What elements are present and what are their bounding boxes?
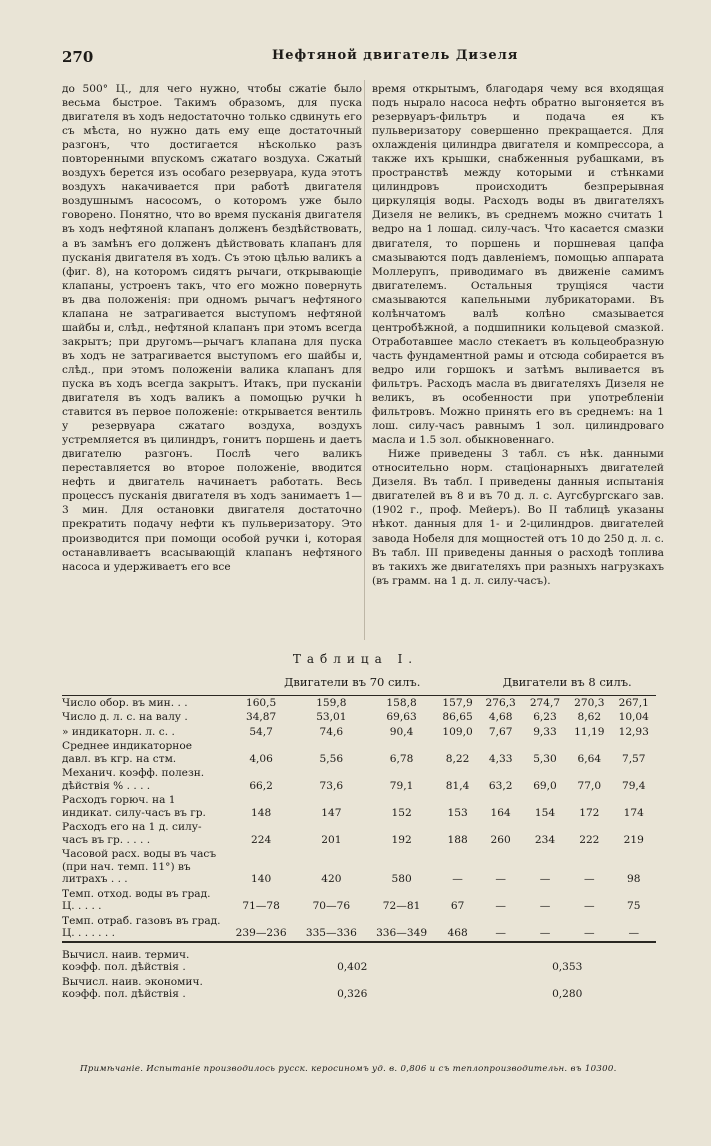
page-number: 270: [62, 48, 94, 66]
left-column: [62, 82, 362, 574]
table-cell: —: [539, 873, 551, 885]
table-cell: 63,2: [488, 779, 513, 792]
left-column-text: до 500° Ц., для чего нужно, чтобы сжатіе было весьма быстрое. Такимъ образомъ, для пуска двигателя въ ходъ недостаточно только сдвинуть его съ мѣста, но нужно дать ему еще достаточный разгонъ, что достигается нѣсколько разъ повторенными впускомъ сжатаго воздуха. Сжатый воздухъ берется изъ особаго резервуара, куда этотъ воздухъ накачивается при работѣ двигателя воздушнымъ насосомъ, о которомъ уже было говорено. Понятно, что во время пусканія двигателя въ ходъ нефтяной клапанъ долженъ бездѣйствовать, а въ замѣнъ его долженъ дѣйствовать клапанъ для пусканія двигателя въ ходъ. Съ этою цѣлью валикъ a (фиг. 8), на которомъ сидятъ рычаги, открывающіе клапаны, устроенъ такъ, что его можно повернуть въ два положенія: при одномъ рычагъ нефтяного клапана не затрагивается выступомъ нефтяной шайбы и, слѣд., нефтяной клапанъ при этомъ всегда закрытъ; при другомъ—рычагъ клапана для пуска въ ходъ не затрагивается выступомъ его шайбы и, слѣд., при этомъ положеніи валика клапанъ для пуска въ ходъ всегда закрытъ. Итакъ, при пусканіи двигателя въ ходъ валикъ a помощью ручки h ставится въ первое положеніе: открывается вентиль у резервуара сжатаго воздуха, воздухъ устремляется въ цилиндръ, гонитъ поршень и даетъ двигателю разгонъ. Послѣ чего валикъ переставляется во второе положеніе, вводится нефть и двигатель начинаетъ работать. Весь процессъ пусканія двигателя въ ходъ занимаетъ 1—3 мин. Для остановки двигателя достаточно прекратить подачу нефти къ пульверизатору. Это производится при помощи особой ручки i, которая останавливаетъ всасывающій клапанъ нефтяного насоса и удерживаетъ его все: [62, 83, 362, 573]
data-table: [62, 672, 656, 1002]
table-row: [62, 725, 656, 740]
page-header: [62, 48, 666, 68]
table-cell: —: [584, 927, 595, 939]
row-label: Число д. л. с. на валу .: [62, 711, 188, 723]
table-cell: 10,04: [618, 711, 649, 723]
table-cell: 5,56: [319, 752, 344, 765]
table-cell: 79,1: [389, 779, 414, 792]
table-cell: 267,1: [618, 696, 649, 709]
table-cell: 260: [490, 833, 511, 846]
table-cell: 152: [391, 806, 412, 819]
header-group-70: Двигатели въ 70 силъ.: [226, 672, 478, 695]
table-cell: 8,62: [577, 711, 602, 723]
table-cell: 11,19: [574, 725, 605, 738]
row-label: Расходъ горюч. на 1 индикат. силу-часъ въ гр.: [62, 794, 206, 819]
running-title: Нефтяной двигатель Дизеля: [272, 48, 519, 63]
table-cell: 90,4: [389, 725, 414, 738]
summary-value-70: 0,326: [337, 988, 368, 1000]
table-cell: —: [452, 873, 463, 885]
table-cell: 188: [447, 833, 468, 846]
row-label: Темп. отраб. газовъ въ град. Ц. . . . . . .: [62, 914, 221, 939]
row-label: » индикаторн. л. с. .: [62, 725, 175, 738]
table-cell: 6,78: [389, 752, 414, 765]
table-row: [62, 820, 656, 847]
table-body: [62, 695, 656, 1002]
summary-label: Вычисл. наив. термич. коэфф. пол. дѣйствія .: [62, 942, 226, 975]
table-cell: 72—81: [382, 900, 421, 912]
table-cell: 5,30: [533, 752, 557, 765]
row-label: Среднее индикаторное давл. въ кгр. на стм.: [62, 740, 193, 765]
table-cell: 148: [251, 806, 272, 819]
table-cell: 81,4: [445, 779, 470, 792]
table-cell: 4,06: [249, 752, 273, 765]
table-cell: 276,3: [485, 696, 516, 709]
table-cell: 153: [447, 806, 468, 819]
table-cell: —: [584, 900, 595, 912]
table-row: [62, 887, 656, 914]
summary-label: Вычисл. наив. экономич. коэфф. пол. дѣйствія .: [62, 975, 203, 1000]
table-cell: 12,93: [618, 725, 649, 738]
table-cell: 6,23: [533, 711, 557, 723]
table-cell: 77,0: [577, 779, 602, 792]
table-cell: 70—76: [312, 900, 351, 912]
table-cell: 140: [251, 873, 272, 885]
row-label: Число обор. въ мин. . .: [62, 696, 188, 709]
table-cell: 73,6: [319, 779, 344, 792]
table-cell: 157,9: [442, 696, 473, 709]
header-label-cell: [62, 672, 226, 695]
table-cell: 7,57: [621, 752, 646, 765]
right-paragraph-2: Ниже приведены 3 табл. съ нѣк. данными относительно норм. стаціонарныхъ двигателей Дизеля. Въ табл. I приведены данныя испытанія двигателей въ 8 и въ 70 д. л. с. Аугсбургскаго зав. (1902 г., проф. Мейеръ). Во II таблицѣ указаны нѣкот. данныя для 1- и 2-цилиндров. двигателей завода Нобеля для мощностей отъ 10 до 250 д. л. с. Въ табл. III приведены данныя о расходѣ топлива въ такихъ же двигателяхъ при разныхъ нагрузкахъ (въ грамм. на 1 д. л. силу-часъ).: [372, 448, 664, 587]
table-cell: 239—236: [235, 927, 287, 939]
table-cell: 4,33: [488, 752, 513, 765]
table-cell: 69,0: [533, 779, 557, 792]
table-cell: 4,68: [488, 711, 513, 723]
header-group-8: Двигатели въ 8 силъ.: [478, 672, 656, 695]
table-title: Таблица I.: [292, 652, 419, 666]
table-cell: 164: [490, 806, 511, 819]
table-cell: 7,67: [488, 725, 513, 738]
table-cell: 147: [321, 806, 342, 819]
summary-row: [62, 975, 656, 1002]
table-cell: 8,22: [445, 752, 470, 765]
table-header-row: [62, 672, 656, 695]
summary-row: [62, 942, 656, 975]
table-row: [62, 766, 656, 793]
table-cell: —: [539, 927, 551, 939]
table-cell: 336—349: [376, 927, 428, 939]
table-cell: 86,65: [442, 711, 473, 723]
table-cell: 34,87: [245, 711, 277, 723]
summary-value-8: 0,280: [552, 988, 583, 1000]
table-cell: 67: [450, 900, 465, 912]
table-cell: —: [584, 873, 595, 885]
table-cell: 224: [251, 833, 272, 846]
table-cell: 71—78: [242, 900, 280, 912]
table-cell: 79,4: [621, 779, 646, 792]
summary-value-8: 0,353: [478, 942, 656, 975]
right-column: [372, 82, 664, 588]
table-row: [62, 793, 656, 820]
table-cell: 75: [627, 900, 641, 912]
table-cell: 158,8: [386, 696, 417, 709]
table-cell: 468: [447, 927, 468, 939]
table-cell: 420: [321, 873, 342, 885]
column-divider: [364, 80, 365, 640]
table-cell: 172: [579, 806, 600, 819]
table-row: [62, 710, 656, 725]
table-cell: —: [495, 873, 506, 885]
table-cell: —: [539, 900, 551, 912]
summary-value-70: 0,402: [226, 942, 478, 975]
table-cell: 6,64: [577, 752, 602, 765]
table-cell: —: [628, 927, 640, 939]
row-label: Часовой расх. воды въ часъ (при нач. темп. 11°) въ литрахъ . . .: [62, 848, 217, 885]
table-cell: 174: [623, 806, 644, 819]
row-label: Расходъ его на 1 д. силу-часъ въ гр. . . . .: [62, 821, 202, 846]
table-cell: 66,2: [249, 779, 273, 792]
table-cell: 69,63: [386, 711, 417, 723]
table-row: [62, 847, 656, 887]
table-row: [62, 739, 656, 766]
table-cell: 270,3: [574, 696, 605, 709]
table-cell: 580: [391, 873, 412, 885]
table-cell: 335—336: [305, 927, 357, 939]
table-cell: 154: [534, 806, 556, 819]
table-cell: 98: [627, 873, 641, 885]
row-label: Механич. коэфф. полезн. дѣйствія % . . . .: [62, 767, 205, 792]
table-cell: 274,7: [529, 696, 561, 709]
row-label: Темп. отход. воды въ град. Ц. . . . .: [62, 887, 211, 912]
table-cell: 53,01: [316, 711, 347, 723]
table-cell: 109,0: [442, 725, 473, 738]
right-paragraph-1: время открытымъ, благодаря чему вся входящая подъ нырало насоса нефть обратно выгоняется въ резервуаръ-фильтръ и подача ея къ пульверизатору совершенно прекращается. Для охлажденія цилиндра двигателя и компрессора, а также ихъ крышки, снабженныя рубашками, въ пространствѣ между которыми и стѣнками цилиндровъ происходитъ безпрерывная циркуляція воды. Расходъ воды въ двигателяхъ Дизеля не великъ, въ среднемъ можно считать 1 ведро на 1 лошад. силу-часъ. Что касается смазки двигателя, то поршень и поршневая цапфа смазываются подъ давленіемъ, помощью аппарата Моллерупъ, приводимаго въ движеніе самимъ двигателемъ. Остальныя трущіяся части смазываются капельными лубрикаторами. Въ колѣнчатомъ валѣ колѣно смазывается центробѣжной, а подшипники кольцевой смазкой. Отработавшее масло стекаетъ въ кольцеобразную часть фундаментной рамы и отсюда собирается въ ведро или горшокъ и затѣмъ выливается въ фильтръ. Расходъ масла въ двигателяхъ Дизеля не великъ, въ особенности при употребленіи фильтровъ. Можно принять его въ среднемъ: на 1 лош. силу-часъ равнымъ 1 зол. цилиндроваго масла и 1.5 зол. обыкновеннаго.: [372, 83, 664, 447]
table-cell: 159,8: [316, 696, 347, 709]
table-cell: 219: [623, 833, 644, 846]
table-cell: 160,5: [245, 696, 277, 709]
table-cell: —: [495, 900, 506, 912]
table-cell: 9,33: [533, 725, 557, 738]
table-row: [62, 695, 656, 710]
table-cell: 222: [579, 833, 600, 846]
table-cell: 192: [391, 833, 412, 846]
table-note: Примѣчаніе. Испытаніе производилось русск. керосиномъ уд. в. 0,806 и съ теплопроизводительн. въ 10300.: [80, 1064, 617, 1074]
table-row: [62, 914, 656, 942]
table-cell: 54,7: [249, 725, 273, 738]
table-cell: 74,6: [319, 725, 344, 738]
table-cell: 234: [534, 833, 556, 846]
table-cell: —: [495, 927, 506, 939]
table-cell: 201: [321, 833, 342, 846]
